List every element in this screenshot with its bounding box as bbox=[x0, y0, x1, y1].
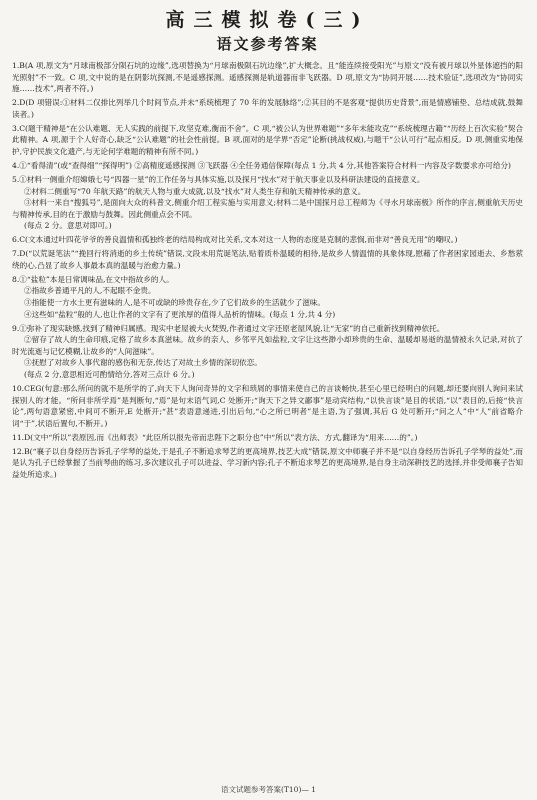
answer-line: 10.CEG(句意:那么所问的就不是所学的了,向天下人询问奇异的文字和琐屑的事情来使自己的言谈畅快,甚至心里已经明白的问题,却还要向别人询问来试探别人的才能。“所问非所学焉”是判断句,“焉”是句末语气词,C 处断开;“询天下之异文鄙事”是动宾结构,“以快言谈”是目的状语,“以”表目的,后接“快言论”,两句语意紧密,中间可不断开,E 处断开;“甚”表语意递进,引出后句,“心之所已明者”是主语,为了强调,其后 G 处可断开;“问之人”中“人”前省略介词“于”,状语后置句,不断开。) bbox=[12, 383, 523, 428]
answer-item bbox=[12, 432, 523, 444]
answer-item bbox=[12, 60, 523, 95]
answer-line: 3.C(题干精神是“在公认难题、无人实践的前提下,攻坚克难,衡而不舍”。C 项,“被公认为世界难题”“多年未能攻克”“系统梳理古籍”“历经上百次实验”契合此精神。A 项,源于个人好奇心,缺乏“公认难题”的社会性前提。B 项,面对的是学界“否定”论断(挑战权威),与题干“公认可行”起点相反。D 项,侧重实地保护,守护民族文化遗产,与无论何学难题的精神有所不同。) bbox=[12, 123, 523, 156]
answer-line: ②指故乡普通平凡的人,不起眼不金贵。 bbox=[24, 286, 156, 296]
answer-item bbox=[12, 446, 523, 481]
answer-item bbox=[12, 248, 523, 271]
answer-item bbox=[12, 274, 523, 320]
answer-line: (每点 2 分。意思对即可。) bbox=[24, 221, 112, 231]
answer-line: ③材料一来自“搜狐号”,是面向大众的科普文,侧重介绍工程实施与实用意义;材料二是中国探月总工程师为《寻水月球南极》所作的序言,侧重航天历史与精神传承,目的在于激励与鼓舞。因此侧重点会不同。 bbox=[12, 198, 523, 219]
answer-item bbox=[12, 383, 523, 429]
page-title: 高三模拟卷(三) bbox=[165, 9, 370, 31]
answer-item bbox=[12, 234, 523, 246]
answer-line: 4.①“看得清”(或“查得细”“探得明”) ②高精度遥感探测 ③飞跃器 ④全任务通信保障(每点 1 分,共 4 分,其他答案符合材料一内容及字数要求亦可给分) bbox=[12, 160, 512, 170]
answer-line: ④这些如“盐粒”般的人,也让作者的文字有了更浓厚的值得人品析的情味。(每点 1 分,共 4 分) bbox=[24, 309, 336, 319]
answer-line: 8.①“盐粒”本是日常调味品,在文中指故乡的人。 bbox=[12, 274, 174, 284]
answer-line: 2.D(D 项错误:①材料二仅排比列举几个时间节点,并未“系统梳理了 70 年的发展脉络”;②其目的不是客观“提供历史背景”,而是情感铺垫、总结成就,鼓舞读者。) bbox=[12, 98, 523, 119]
answer-line: ②留存了故人的生命印痕,定格了故乡本真滋味。故乡的亲人、乡邻平凡如盐粒,文字让这些渺小却珍贵的生命、温暖却易逝的温情被永久记录,对抗了时光流逝与记忆模糊,让故乡的“人间滋味”。 bbox=[12, 335, 523, 356]
answer-line: ②材料二侧重写“70 年航天路”的航天人物与重大成就,以及“找水”对人类生存和航天精神传承的意义。 bbox=[24, 186, 366, 196]
answer-item bbox=[12, 323, 523, 381]
answer-line: 6.C(文本通过叶四花爷爷的善良温情和孤独终老的结局构成对比关系,文本对这一人物的态度是克制的悲悯,而非对“善良无用”的嘲叹。) bbox=[12, 235, 458, 245]
answer-line: 7.D(“以荒诞笔法”“挽回行将消逝的乡土传统”错误,文段未用荒诞笔法,贴着质朴温暖的相待,是故乡人情温情的具象体现,慰藉了作者困家园逝去、乡愁萦绕的心,凸显了故乡人事最本真的温暖与治愈力量。) bbox=[12, 249, 523, 270]
answer-line: 11.D(文中“所以”表原因,而《出师表》“此臣所以报先帝而忠陛下之职分也”中“所以”表方法、方式,翻译为“用来……的”。) bbox=[12, 432, 418, 442]
answer-item bbox=[12, 160, 523, 172]
answer-item bbox=[12, 123, 523, 158]
page-footer: 语文试题参考答案(T10)— 1 bbox=[220, 785, 317, 794]
answer-line: (每点 2 分,意思相近可酌情给分,答对三点计 6 分。) bbox=[24, 369, 195, 379]
page-subtitle: 语文参考答案 bbox=[216, 35, 319, 53]
answer-line: ③指能使一方水土更有滋味的人,是不可或缺的珍贵存在,少了它们故乡的生活就少了滋味。 bbox=[24, 298, 325, 308]
answer-line: 1.B(A 项,原文为“月球南极部分陨石坑的边缘”,选项替换为“月球南极陨石坑边缘”,扩大概念。且“能连续接受阳光”与原文“没有被月球以外星体遮挡的阳光照射”不一致。C 项,文中说的是在阴影坑探测,不是遥感探测。遥感探测是轨道器而非飞跃器。D 项,原文为“协同开展……技术验证”,选项改为“协同实施……技术”,两者不符。) bbox=[12, 61, 523, 94]
answer-item bbox=[12, 174, 523, 232]
answer-list bbox=[12, 60, 523, 480]
answer-item bbox=[12, 97, 523, 120]
answer-line: 5.①材料一侧重介绍嫦娥七号“四器一星”的工作任务与具体实施,以及探月“找水”对于航天事业以及科研法建设的直接意义。 bbox=[12, 174, 425, 184]
answer-line: 12.B(“襄子以自身经历告诉孔子学琴的益处,于是孔子不断追求琴艺的更高境界,技艺大成”错误,原文中师襄子并不是“以自身经历告诉孔子学琴的益处”,而是认为孔子已经掌握了当前琴曲的练习,多次建议孔子可以进益、学习新内容;孔子不断追求琴艺的更高境界,是自身主动深耕技艺的选择,并非受师襄子告知益处所追求。) bbox=[12, 446, 523, 479]
answer-line: 9.①弥补了现实缺憾,找到了精神归属感。现实中老屋被大火焚毁,作者通过文字还原老屋风貌,让“无家”的自己重新找到精神依托。 bbox=[12, 323, 445, 333]
answer-line: ③抚慰了对故乡人事代谢的感伤和无奈,传达了对故土乡情的深切依恋。 bbox=[24, 358, 262, 368]
